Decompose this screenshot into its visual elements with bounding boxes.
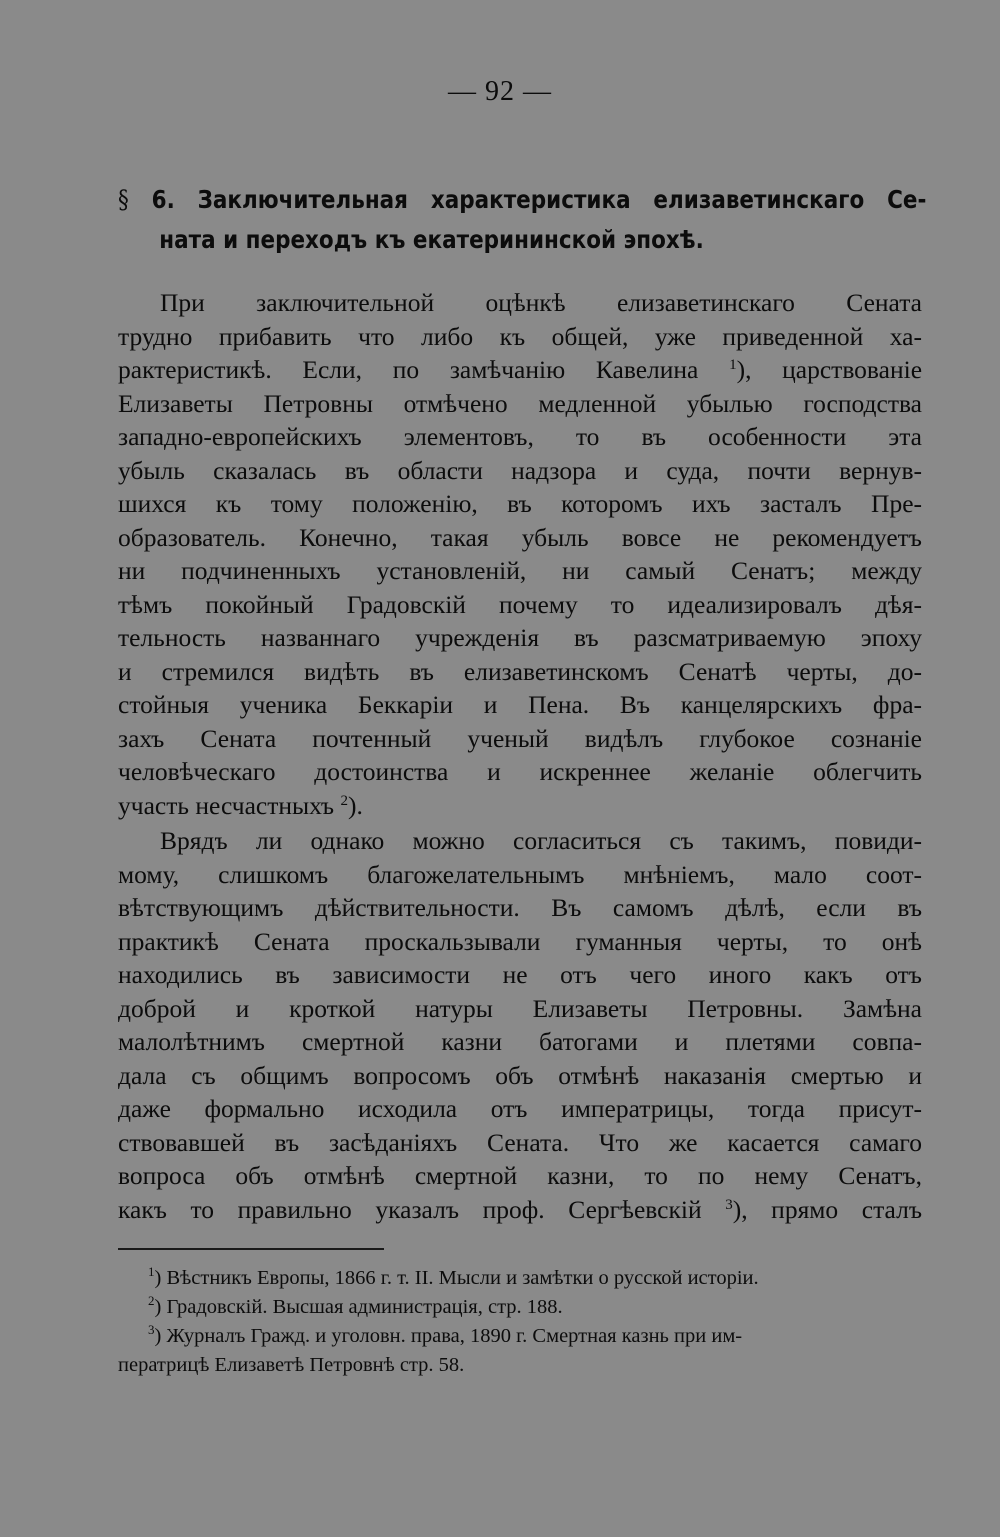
text-line: находились въ зависимости не отъ чего иного какъ отъ — [118, 960, 922, 989]
footnote — [118, 1293, 922, 1322]
text-line: малолѣтнимъ смертной казни батогами и плетями совпа- — [118, 1027, 922, 1056]
text-line: западно-европейскихъ элементовъ, то въ особенности эта — [118, 422, 922, 451]
text-line: шихся къ тому положенію, въ которомъ ихъ засталъ Пре- — [118, 489, 922, 518]
text-line — [118, 353, 922, 387]
body-text — [118, 286, 922, 1226]
text-fragment: ). — [348, 790, 363, 820]
text-line: человѣческаго достоинства и искреннее желаніе облегчить — [118, 757, 922, 786]
heading-line-1 — [118, 180, 926, 220]
footnote-continuation: ператрицѣ Елизаветѣ Петровнѣ стр. 58. — [118, 1354, 465, 1376]
footnote-ref: 1 — [729, 357, 737, 373]
text-fragment: участь несчастныхъ — [118, 790, 335, 820]
footnote-ref: 3 — [725, 1196, 733, 1213]
text-line: дала съ общимъ вопросомъ объ отмѣнѣ наказанія смертью и — [118, 1060, 922, 1090]
text-line: тѣмъ покойный Градовскій почему то идеализировалъ дѣя- — [118, 589, 922, 619]
text-line: мому, слишкомъ благожелательнымъ мнѣніемъ, мало соот- — [118, 859, 922, 889]
text-line: трудно прибавить что либо къ общей, уже приведенной ха- — [118, 321, 922, 351]
text-line: Врядъ ли однако можно согласиться съ такимъ, повиди- — [160, 826, 922, 855]
text-line: ствовавшей въ засѣданіяхъ Сената. Что же касается самаго — [118, 1127, 922, 1157]
text-line: Елизаветы Петровны отмѣчено медленной убылью господства — [118, 388, 922, 418]
text-line: даже формально исходила отъ императрицы, тогда присут- — [118, 1094, 922, 1123]
text-line: практикѣ Сената проскальзывали гуманныя черты, то онѣ — [118, 926, 922, 956]
text-line: убыль сказалась въ области надзора и суда, почти вернув- — [118, 455, 922, 485]
text-line: образователь. Конечно, такая убыль вовсе не рекомендуетъ — [118, 522, 922, 552]
heading-line-1-text: 6. Заключительная характеристика елизаветинскаго Се- — [151, 185, 927, 214]
text-line: тельность названнаго учрежденія въ разсматриваемую эпоху — [118, 623, 922, 652]
footnotes — [118, 1264, 922, 1380]
footnote-text: ) Вѣстникъ Европы, 1866 г. т. II. Мысли и замѣтки о русской исторіи. — [154, 1267, 759, 1289]
footnote — [118, 1264, 922, 1293]
text-line: При заключительной оцѣнкѣ елизаветинскаго Сената — [160, 288, 922, 317]
text-fragment: ), прямо сталъ — [732, 1194, 923, 1224]
text-fragment: рактеристикѣ. Если, по замѣчанію Кавелина — [118, 355, 699, 384]
footnote-divider — [118, 1248, 384, 1250]
text-line — [118, 1193, 922, 1227]
text-line: вѣтствующимъ дѣйствительности. Въ самомъ дѣлѣ, если въ — [118, 893, 922, 922]
footnote-mark: 1 — [148, 1264, 155, 1279]
text-fragment: какъ то правильно указалъ проф. Сергѣевскій — [118, 1194, 702, 1224]
footnote — [118, 1322, 922, 1351]
footnote-text: ) Градовскій. Высшая администрація, стр. 188. — [154, 1296, 563, 1318]
footnote-ref: 2 — [340, 792, 348, 809]
text-line: вопроса объ отмѣнѣ смертной казни, то по нему Сенатъ, — [118, 1161, 922, 1190]
footnote-mark: 2 — [148, 1293, 155, 1308]
section-sign: § — [118, 185, 129, 214]
text-line: ни подчиненныхъ установленій, ни самый Сенатъ; между — [118, 556, 922, 585]
text-line: стойныя ученика Беккаріи и Пена. Въ канцелярскихъ фра- — [118, 690, 922, 719]
text-line: доброй и кроткой натуры Елизаветы Петровны. Замѣна — [118, 993, 922, 1023]
text-line — [118, 789, 922, 823]
section-heading — [118, 180, 927, 260]
footnote-mark: 3 — [148, 1322, 155, 1337]
heading-line-2: ната и переходъ къ екатерининской эпохѣ. — [159, 225, 704, 254]
text-fragment: ), царствованіе — [736, 355, 923, 384]
footnote-text: ) Журналъ Гражд. и уголовн. права, 1890 г. Смертная казнь при им- — [154, 1325, 743, 1347]
text-line: захъ Сената почтенный ученый видѣлъ глубокое сознаніе — [118, 723, 922, 753]
text-line: и стремился видѣть въ елизаветинскомъ Сенатѣ черты, до- — [118, 656, 922, 686]
page-number: — 92 — — [448, 76, 552, 107]
